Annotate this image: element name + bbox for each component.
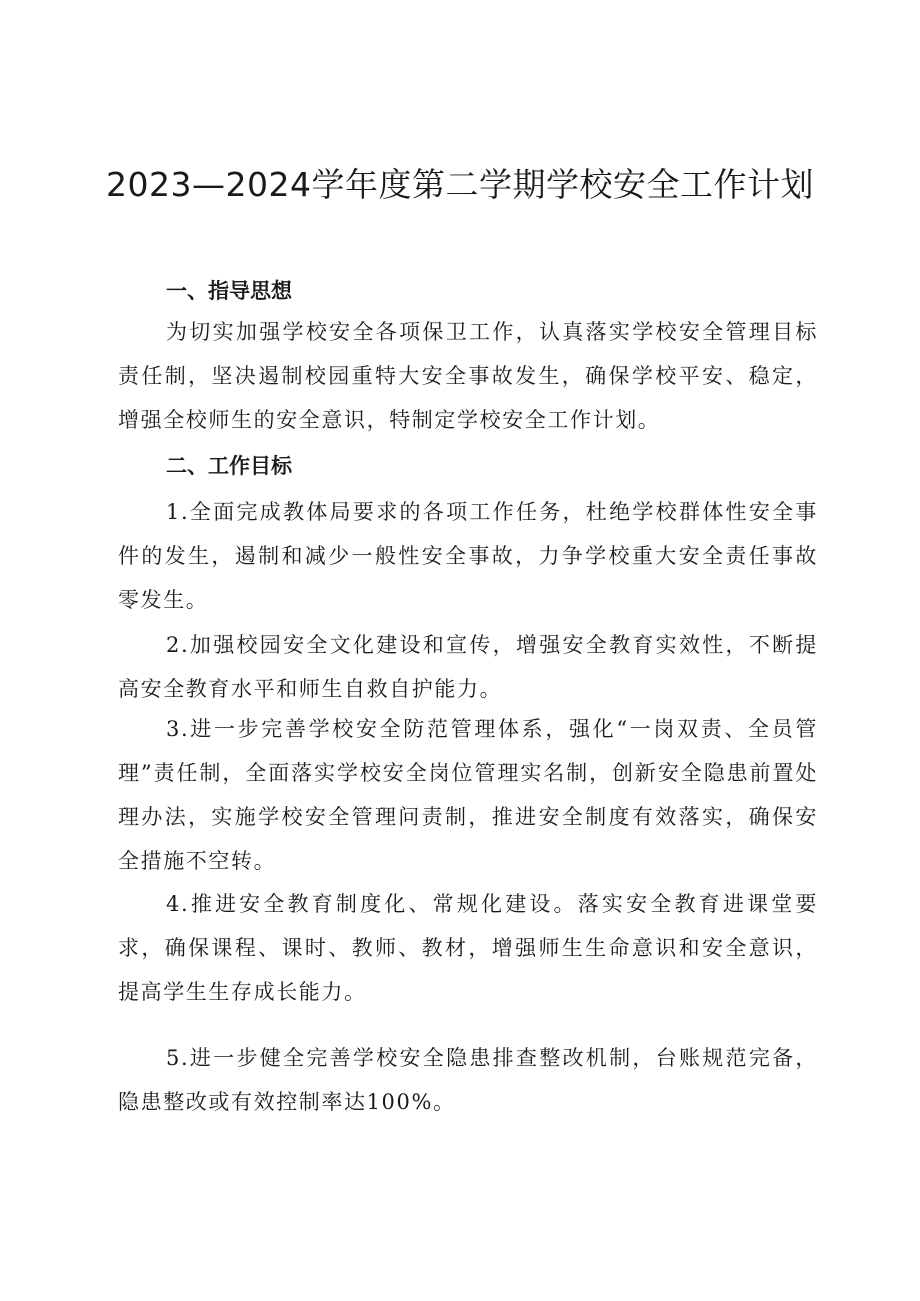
paragraph-goal-1: 1.全面完成教体局要求的各项工作任务，杜绝学校群体性安全事件的发生，遏制和减少一般性安全事故，力争学校重大安全责任事故零发生。: [118, 500, 818, 612]
section-heading-guiding-thought: 一、指导思想: [166, 279, 292, 303]
paragraph-goal-2: 2.加强校园安全文化建设和宣传，增强安全教育实效性，不断提高安全教育水平和师生自救自护能力。: [118, 633, 818, 701]
paragraph-goal-3: 3.进一步完善学校安全防范管理体系，强化“一岗双责、全员管理”责任制，全面落实学校安全岗位管理实名制，创新安全隐患前置处理办法，实施学校安全管理问责制，推进安全制度有效落实，确保安全措施不空转。: [118, 717, 818, 873]
document-title: 2023—2024学年度第二学期学校安全工作计划: [106, 165, 814, 204]
paragraph-guiding-thought: 为切实加强学校安全各项保卫工作，认真落实学校安全管理目标责任制，坚决遏制校园重特大安全事故发生，确保学校平安、稳定，增强全校师生的安全意识，特制定学校安全工作计划。: [118, 320, 818, 432]
section-heading-work-goals: 二、工作目标: [166, 454, 292, 478]
paragraph-goal-4: 4.推进安全教育制度化、常规化建设。落实安全教育进课堂要求，确保课程、课时、教师、教材，增强师生生命意识和安全意识，提高学生生存成长能力。: [118, 892, 818, 1004]
paragraph-goal-5: 5.进一步健全完善学校安全隐患排查整改机制，台账规范完备，隐患整改或有效控制率达100%。: [118, 1046, 818, 1114]
